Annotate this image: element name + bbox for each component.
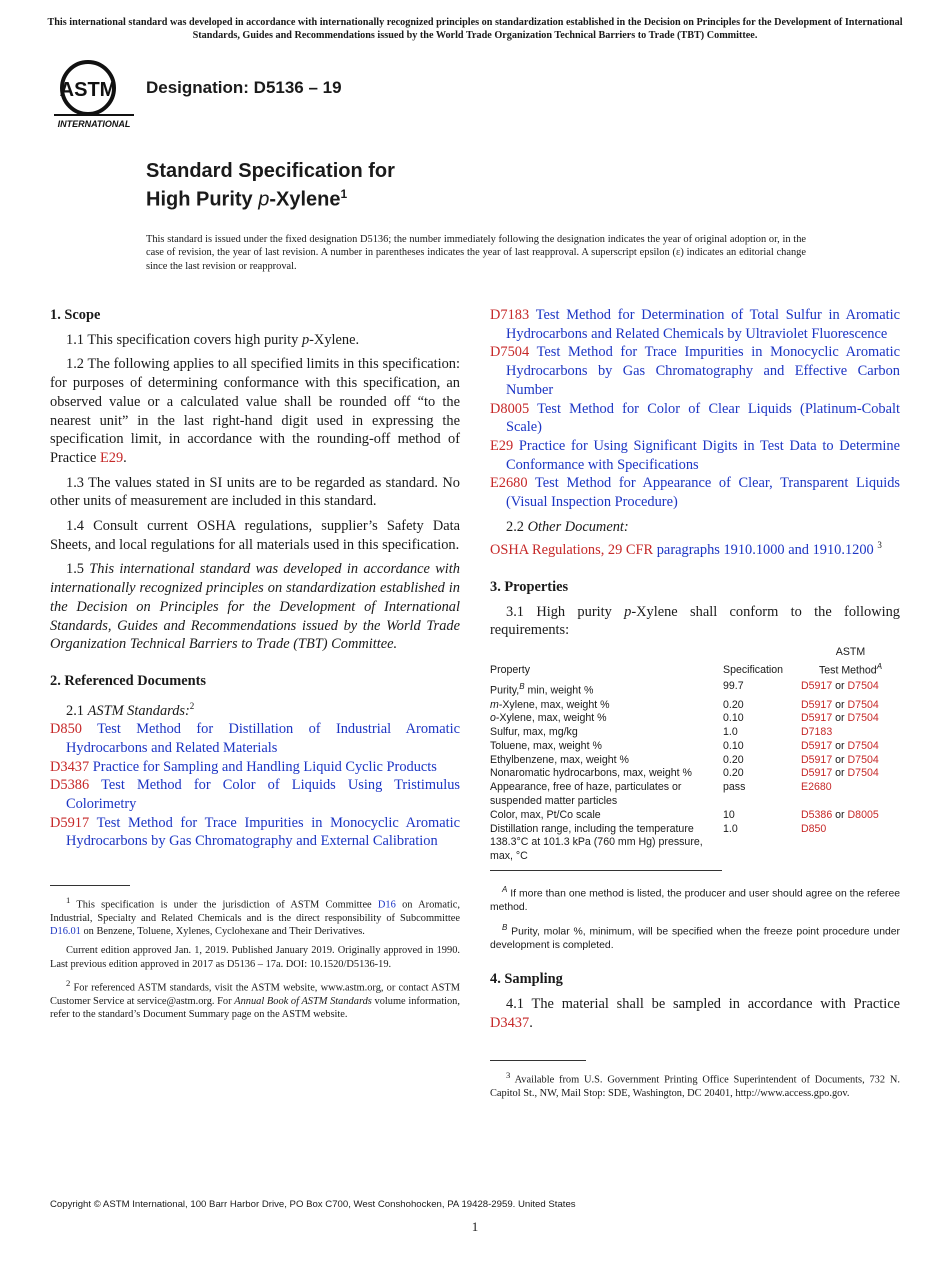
reference-title[interactable]: Test Method for Trace Impurities in Monocyclic Aromatic Hydrocarbons by Gas Chromatography and Effective Carbon Number (506, 344, 901, 398)
property-cell: Ethylbenzene, max, weight % (490, 753, 629, 766)
method-link[interactable]: D7504 (847, 739, 879, 752)
reference-title[interactable]: Test Method for Determination of Total Sulfur in Aromatic Hydrocarbons and Related Chemicals by Ultraviolet Fluorescence (506, 307, 900, 342)
para-2-1: 2.1 ASTM Standards:$^2$ (66, 700, 195, 719)
spec-cell: 0.20 (723, 698, 744, 711)
reference-title[interactable]: Test Method for Color of Clear Liquids (Platinum-Cobalt Scale) (506, 400, 900, 436)
spec-cell: 0.10 (723, 739, 744, 752)
method-link[interactable]: E2680 (801, 781, 832, 794)
table-note-b: $^B$ Purity, molar %, minimum, will be specified when the freeze point procedure under development is completed. (490, 922, 900, 951)
para-1-4: 1.4 Consult current OSHA regulations, supplier’s Safety Data Sheets, and local regulations for all materials used in this specification. (50, 518, 460, 553)
method-cell: D5917 or D7504 (801, 698, 879, 711)
method-link[interactable]: D7504 (847, 767, 879, 780)
reference-code[interactable]: D8005 (490, 400, 530, 417)
table-row (490, 680, 900, 698)
footnote-1: $^1$ This specification is under the jurisdiction of ASTM Committee D16 on Aromatic, Industrial, Specialty and Related Chemicals and is the direct responsibility of Subcommittee D16.01 on Benzene, Toluene, Xylenes, Cyclohexane and Their Derivatives. (50, 895, 460, 938)
method-link[interactable]: D5917 (801, 767, 833, 780)
left-column (50, 306, 460, 1027)
link-d3437[interactable]: D3437 (490, 1014, 530, 1031)
col-spec-header: Specification (723, 664, 784, 677)
reference-item[interactable] (490, 306, 900, 343)
method-link[interactable]: D7504 (847, 698, 879, 711)
property-cell: m-Xylene, max, weight % (490, 698, 610, 711)
svg-text:ASTM: ASTM (59, 79, 117, 101)
reference-code[interactable]: E29 (490, 437, 514, 454)
footnote-3: $^3$ Available from U.S. Government Printing Office Superintendent of Documents, 732 N. Capitol St., NW, Mail Stop: SDE, Washington, DC 20401, http://www.access.gpo.gov. (490, 1070, 900, 1100)
spec-cell: 0.20 (723, 767, 744, 780)
reference-title[interactable]: Test Method for Trace Impurities in Monocyclic Aromatic Hydrocarbons by Gas Chromatography and External Calibration (66, 814, 461, 850)
reference-title[interactable]: Test Method for Distillation of Industrial Aromatic Hydrocarbons and Related Materials (66, 721, 460, 756)
para-2-2: 2.2 Other Document: (506, 518, 629, 535)
reference-title[interactable]: Practice for Sampling and Handling Liquid Cyclic Products (92, 758, 437, 775)
method-cell (801, 726, 900, 740)
astm-reference-list-continued (490, 306, 900, 512)
table-row (490, 754, 900, 768)
method-link[interactable]: D7504 (847, 680, 879, 693)
spec-cell: 1.0 (723, 726, 738, 739)
link-d16-01[interactable]: D16.01 (50, 926, 81, 938)
reference-code[interactable]: D7504 (490, 344, 530, 361)
reference-code[interactable]: D3437 (50, 758, 90, 775)
method-cell (801, 781, 900, 809)
reference-item[interactable] (490, 400, 900, 437)
logo-text: INTERNATIONAL (57, 119, 131, 129)
reference-title[interactable]: Test Method for Appearance of Clear, Transparent Liquids (Visual Inspection Procedure) (506, 475, 901, 511)
method-link[interactable]: D5917 (801, 712, 833, 725)
method-link[interactable]: D5386 (801, 808, 833, 821)
spec-cell: 0.20 (723, 753, 744, 766)
para-3-1: 3.1 High purity p-Xylene shall conform to the following requirements: (490, 603, 900, 639)
reference-item[interactable] (490, 343, 900, 399)
para-4-1: 4.1 The material shall be sampled in accordance with Practice D3437. (490, 996, 900, 1031)
table-row (490, 823, 900, 864)
reference-item[interactable] (50, 720, 460, 757)
intro-paragraph: This standard is issued under the fixed designation D5136; the number immediately following the designation indicates the year of original adoption or, in the case of revision, the year of last revision. A number in parentheses indicates the year of last reapproval. A superscript epsilon (ε) indicates an editorial change since the last revision or reapproval. (146, 234, 806, 272)
right-column (490, 306, 900, 1107)
title-line-1: Standard Specification for (146, 160, 395, 182)
spec-cell: 1.0 (723, 822, 738, 835)
osha-reference[interactable]: OSHA Regulations, 29 CFR paragraphs 1910.1000 and 1910.1200 $^3$ (490, 540, 882, 559)
astm-logo (54, 58, 134, 130)
astm-reference-list (50, 720, 460, 851)
section-sampling-heading: 4. Sampling (490, 971, 563, 988)
reference-item[interactable] (490, 437, 900, 474)
table-header-row (490, 646, 900, 680)
reference-title[interactable]: Practice for Using Significant Digits in Test Data to Determine Conformance with Specifications (506, 437, 900, 473)
table-row (490, 699, 900, 713)
table-row (490, 712, 900, 726)
method-link[interactable]: D7504 (847, 753, 879, 766)
spec-cell: pass (723, 781, 746, 794)
method-link[interactable]: D5917 (801, 698, 833, 711)
reference-item[interactable] (50, 814, 460, 851)
property-cell: Purity,$^B$ min, weight % (490, 682, 594, 697)
col-property-header: Property (490, 664, 531, 677)
spec-cell: 10 (723, 808, 735, 821)
title-line-2: High Purity p-Xylene$^1$ (146, 187, 348, 211)
reference-item[interactable] (50, 776, 460, 813)
copyright: Copyright © ASTM International, 100 Barr Harbor Drive, PO Box C700, West Conshohocken, PA 19428-2959. United States (50, 1199, 576, 1210)
method-link[interactable]: D7504 (847, 712, 879, 725)
para-1-5: 1.5 This international standard was developed in accordance with internationally recognized principles on standardization established in the Decision on Principles for the Development of International Standards, Guides and Recommendations issued by the World Trade Organization Technical Barriers to Trade (TBT) Committee. (50, 561, 460, 653)
page-number: 1 (471, 1219, 479, 1234)
method-cell: D5917 or D7504 (801, 767, 879, 780)
col-method-header: ASTM Test Method$^A$ (818, 646, 883, 677)
method-link[interactable]: D7183 (801, 726, 833, 739)
table-note-a: $^A$ If more than one method is listed, the producer and user should agree on the referee method. (490, 885, 900, 914)
page-title (146, 160, 395, 212)
method-cell: D5917 or D7504 (801, 739, 879, 752)
footnote-2: $^2$ For referenced ASTM standards, visit the ASTM website, www.astm.org, or contact ASTM Customer Service at service@astm.org. For Annual Book of ASTM Standards volume information, refer to the standard’s Document Summary page on the ASTM website. (50, 978, 460, 1021)
properties-table (490, 646, 900, 864)
table-row (490, 740, 900, 754)
para-1-3: 1.3 The values stated in SI units are to be regarded as standard. No other units of measurement are included in this standard. (50, 474, 460, 510)
para-1-2: 1.2 The following applies to all specified limits in this specification: for purposes of determining conformance with this specification, an observed value or a calculated value shall be rounded off “to the nearest unit” in the last right-hand digit used in expressing the specification limit, in accordance with the rounding-off method of Practice E29. (50, 356, 460, 466)
reference-title[interactable]: Test Method for Color of Liquids Using Tristimulus Colorimetry (66, 777, 460, 812)
property-cell: Nonaromatic hydrocarbons, max, weight % (490, 767, 692, 780)
section-properties-heading: 3. Properties (490, 578, 569, 595)
table-row (490, 726, 900, 740)
method-cell (801, 823, 900, 864)
method-cell: D5386 or D8005 (801, 808, 879, 821)
property-cell: Toluene, max, weight % (490, 739, 602, 752)
link-d16[interactable]: D16 (377, 899, 396, 911)
top-note: This international standard was developed in accordance with internationally recognized principles on standardization established in the Decision on Principles for the Development of International Standards, Guides and Recommendations issued by the World Trade Organization Technical Barriers to Trade (TBT) Committee. (47, 17, 903, 41)
method-link[interactable]: D5917 (801, 680, 833, 693)
method-link[interactable]: D5917 (801, 739, 833, 752)
section-referenced-heading: 2. Referenced Documents (50, 672, 206, 689)
reference-item[interactable] (490, 474, 900, 511)
section-scope-heading: 1. Scope (50, 307, 101, 323)
para-1-1: 1.1 This specification covers high purity p-Xylene. (66, 331, 360, 348)
footnote-1-edition: Current edition approved Jan. 1, 2019. Published January 2019. Originally approved in 1990. Last previous edition approved in 2017 as D5136 – 17a. DOI: 10.1520/D5136-19. (50, 945, 460, 970)
table-row (490, 767, 900, 781)
reference-code[interactable]: D850 (50, 721, 82, 738)
designation: Designation: D5136 – 19 (146, 78, 342, 97)
method-link[interactable]: D8005 (847, 808, 879, 821)
method-link[interactable]: D850 (801, 822, 827, 835)
reference-code[interactable]: D5386 (50, 777, 90, 794)
method-cell: D5917 or D7504 (801, 753, 879, 766)
reference-item[interactable] (50, 758, 460, 777)
spec-cell: 0.10 (723, 712, 744, 725)
property-cell: Distillation range, including the temperature 138.3°C at 101.3 kPa (760 mm Hg) pressure, max, °C (490, 822, 703, 863)
table-row (490, 781, 900, 809)
reference-code[interactable]: D5917 (50, 814, 90, 831)
method-link[interactable]: D5917 (801, 753, 833, 766)
reference-code[interactable]: D7183 (490, 307, 530, 323)
method-cell: D5917 or D7504 (801, 712, 879, 725)
property-cell: Appearance, free of haze, particulates or suspended matter particles (490, 781, 682, 808)
property-cell: Color, max, Pt/Co scale (490, 808, 601, 821)
spec-cell: 99.7 (723, 680, 744, 693)
property-cell: Sulfur, max, mg/kg (490, 726, 578, 739)
reference-code[interactable]: E2680 (490, 475, 528, 492)
property-cell: o-Xylene, max, weight % (490, 712, 607, 725)
table-row (490, 809, 900, 823)
method-cell: D5917 or D7504 (801, 680, 879, 693)
link-e29[interactable]: E29 (99, 449, 124, 466)
